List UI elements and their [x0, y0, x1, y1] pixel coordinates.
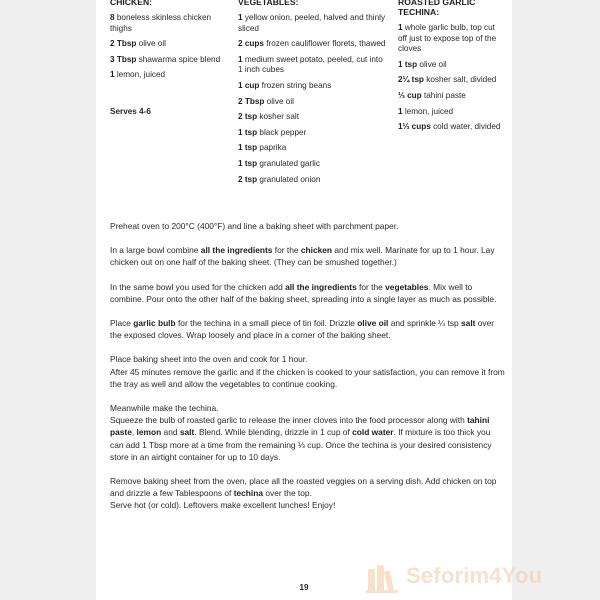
ingredient-item: 1 lemon, juiced	[110, 70, 166, 80]
ingredient-item: 1 medium sweet potato, peeled, cut into 1 inch cubes	[238, 54, 383, 75]
chicken-ingredients	[110, 0, 228, 118]
recipe-instructions	[110, 220, 506, 524]
ingredient-item: 1 tsp paprika	[238, 143, 287, 153]
ingredient-item: 2 Tbsp olive oil	[110, 39, 166, 49]
ingredient-item: 2 tsp kosher salt	[238, 112, 299, 122]
ingredient-item: 1 cup frozen string beans	[238, 80, 332, 90]
instruction-step: Place baking sheet into the oven and cook for 1 hour. After 45 minutes remove the garlic and if the chicken is cooked to your satisfaction, you can remove it from the tray as well and allow the vegetables to continue cooking.	[110, 354, 505, 389]
ingredient-item: ⅓ cup tahini paste	[398, 90, 466, 100]
ingredient-item: 1 tsp black pepper	[238, 127, 307, 137]
ingredient-item: 8 boneless skinless chicken thighs	[110, 13, 212, 33]
ingredient-item: 1 tsp olive oil	[398, 59, 447, 69]
instruction-step: In a large bowl combine all the ingredients for the chicken and mix well. Marinate for up to 1 hour. Lay chicken out on one half of the baking sheet. (They can be smushed together.)	[110, 245, 495, 268]
ingredient-item: 1 whole garlic bulb, top cut off just to expose top of the cloves	[398, 23, 497, 54]
instruction-step: Remove baking sheet from the oven, place all the roasted veggies on a serving dish. Add chicken on top and drizzle a few Tablespoons of techina over the top. Serve hot (or cold). Leftovers make excellent lunches! Enjoy!	[110, 476, 497, 511]
ingredient-item: 1 yellow onion, peeled, halved and thinly sliced	[238, 13, 386, 33]
watermark-text: Seforim4You	[406, 563, 543, 588]
serves-label: Serves 4-6	[110, 106, 151, 116]
techina-heading: ROASTED GARLIC TECHINA:	[398, 0, 476, 17]
ingredient-item: 3 Tbsp shawarma spice blend	[110, 54, 221, 64]
instruction-step: Meanwhile make the techina. Squeeze the bulb of roasted garlic to release the inner cloves into the food processor along with tahini paste, lemon and salt. Blend. While blending, drizzle in 1 cup of cold water. If mixture is too thick you can add 1 Tbsp more at a time from the remaining ⅓ cup. Once the techina is your desired consistency store in an airtight container for up to 10 days.	[110, 403, 492, 462]
ingredient-item: 2¼ tsp kosher salt, divided	[398, 75, 497, 85]
ingredient-item: 1⅓ cups cold water, divided	[398, 122, 501, 132]
books-logo-icon	[366, 559, 400, 593]
techina-ingredients	[398, 0, 506, 138]
vegetable-ingredients	[238, 0, 386, 190]
chicken-heading: CHICKEN:	[110, 0, 153, 7]
ingredient-item: 1 lemon, juiced	[398, 106, 454, 116]
ingredient-item: 1 tsp granulated garlic	[238, 158, 320, 168]
instruction-step: Place garlic bulb for the techina in a small piece of tin foil. Drizzle olive oil and sprinkle ¼ tsp salt over the exposed cloves. Wrap loosely and place in a corner of the baking sheet.	[110, 318, 495, 341]
ingredient-item: 2 cups frozen cauliflower florets, thawed	[238, 39, 386, 49]
watermark	[366, 556, 598, 596]
instruction-step: Preheat oven to 200°C (400°F) and line a baking sheet with parchment paper.	[110, 221, 399, 231]
ingredient-item: 2 tsp granulated onion	[238, 174, 321, 184]
page-number: 19	[299, 583, 309, 592]
ingredient-item: 2 Tbsp olive oil	[238, 96, 294, 106]
vegetables-heading: VEGETABLES:	[238, 0, 299, 7]
recipe-page	[96, 0, 512, 600]
instruction-step: In the same bowl you used for the chicken add all the ingredients for the vegetables. Mix well to combine. Pour onto the other half of the baking sheet, spreading into a single layer as much as possible.	[110, 281, 497, 304]
